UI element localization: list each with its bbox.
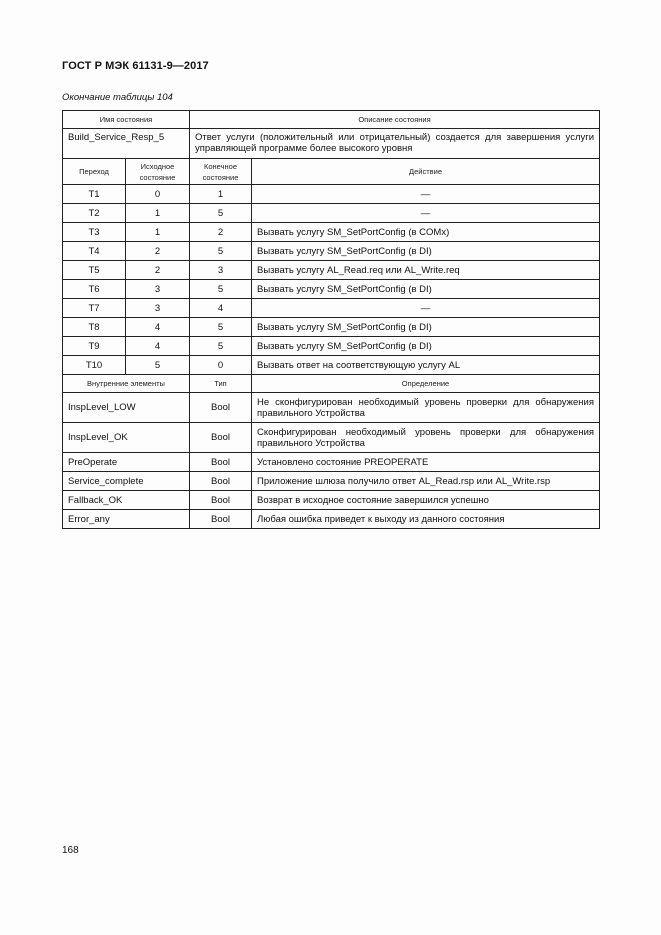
internal-element-definition: Возврат в исходное состояние завершился успешно [252, 491, 600, 510]
target-state-header: Конечное состояние [190, 159, 252, 185]
internal-element-definition: Установлено состояние PREOPERATE [252, 453, 600, 472]
action: — [252, 299, 600, 318]
table-row [63, 261, 600, 280]
state-row [63, 129, 600, 159]
target-state: 5 [190, 242, 252, 261]
source-state: 3 [126, 299, 190, 318]
target-state: 5 [190, 318, 252, 337]
source-state: 2 [126, 261, 190, 280]
source-state: 4 [126, 337, 190, 356]
table-row [63, 242, 600, 261]
transition-id: T5 [63, 261, 126, 280]
table-row [63, 223, 600, 242]
transitions-header-row [63, 159, 600, 185]
source-state: 0 [126, 185, 190, 204]
table-row [63, 472, 600, 491]
table-row [63, 453, 600, 472]
target-state: 0 [190, 356, 252, 375]
table-row [63, 280, 600, 299]
table-row [63, 318, 600, 337]
transition-id: T3 [63, 223, 126, 242]
action: Вызвать услугу SM_SetPortConfig (в DI) [252, 318, 600, 337]
table-row [63, 393, 600, 423]
action: Вызвать услугу SM_SetPortConfig (в DI) [252, 242, 600, 261]
state-name-header: Имя состояния [63, 111, 190, 129]
state-name: Build_Service_Resp_5 [63, 129, 190, 159]
definition-header: Определение [252, 375, 600, 393]
transition-id: T6 [63, 280, 126, 299]
action: Вызвать услугу AL_Read.req или AL_Write.req [252, 261, 600, 280]
internal-element-definition: Не сконфигурирован необходимый уровень проверки для обнаружения правильного Устройства [252, 393, 600, 423]
table-row [63, 185, 600, 204]
target-state: 5 [190, 204, 252, 223]
internal-element-name: PreOperate [63, 453, 190, 472]
target-state: 1 [190, 185, 252, 204]
internal-element-name: Service_complete [63, 472, 190, 491]
state-description-header: Описание состояния [190, 111, 600, 129]
table-row [63, 204, 600, 223]
internal-element-header: Внутренние элементы [63, 375, 190, 393]
internal-element-type: Bool [190, 423, 252, 453]
page-number: 168 [62, 845, 79, 856]
transition-id: T8 [63, 318, 126, 337]
source-state: 2 [126, 242, 190, 261]
internal-element-definition: Приложение шлюза получило ответ AL_Read.rsp или AL_Write.rsp [252, 472, 600, 491]
transition-id: T10 [63, 356, 126, 375]
table-row [63, 423, 600, 453]
internal-element-type: Bool [190, 393, 252, 423]
internals-header-row [63, 375, 600, 393]
internal-element-type: Bool [190, 491, 252, 510]
transition-id: T2 [63, 204, 126, 223]
target-state: 2 [190, 223, 252, 242]
internal-element-name: InspLevel_OK [63, 423, 190, 453]
action: Вызвать услугу SM_SetPortConfig (в COMx) [252, 223, 600, 242]
internal-element-definition: Сконфигурирован необходимый уровень проверки для обнаружения правильного Устройства [252, 423, 600, 453]
transition-header: Переход [63, 159, 126, 185]
internal-element-type: Bool [190, 453, 252, 472]
document-header: ГОСТ Р МЭК 61131-9—2017 [62, 60, 209, 72]
source-state: 1 [126, 204, 190, 223]
source-state: 5 [126, 356, 190, 375]
table-row [63, 356, 600, 375]
table-row [63, 299, 600, 318]
internal-element-definition: Любая ошибка приведет к выходу из данного состояния [252, 510, 600, 529]
target-state: 5 [190, 337, 252, 356]
table-row [63, 491, 600, 510]
internal-element-name: InspLevel_LOW [63, 393, 190, 423]
source-state: 3 [126, 280, 190, 299]
internal-element-name: Error_any [63, 510, 190, 529]
table-caption: Окончание таблицы 104 [62, 92, 173, 103]
target-state: 3 [190, 261, 252, 280]
transition-id: T1 [63, 185, 126, 204]
state-header-row [63, 111, 600, 129]
action: Вызвать ответ на соответствующую услугу AL [252, 356, 600, 375]
action-header: Действие [252, 159, 600, 185]
table-row [63, 337, 600, 356]
table-row [63, 510, 600, 529]
transition-id: T9 [63, 337, 126, 356]
source-state: 1 [126, 223, 190, 242]
transition-id: T7 [63, 299, 126, 318]
state-description: Ответ услуги (положительный или отрицательный) создается для завершения услуги управляющей программе более высокого уровня [190, 129, 600, 159]
target-state: 4 [190, 299, 252, 318]
action: Вызвать услугу SM_SetPortConfig (в DI) [252, 280, 600, 299]
source-state: 4 [126, 318, 190, 337]
internal-element-type: Bool [190, 472, 252, 491]
transition-id: T4 [63, 242, 126, 261]
action: — [252, 185, 600, 204]
source-state-header: Исходное состояние [126, 159, 190, 185]
action: Вызвать услугу SM_SetPortConfig (в DI) [252, 337, 600, 356]
target-state: 5 [190, 280, 252, 299]
action: — [252, 204, 600, 223]
internal-element-type: Bool [190, 510, 252, 529]
internal-element-name: Fallback_OK [63, 491, 190, 510]
type-header: Тип [190, 375, 252, 393]
state-table [62, 110, 600, 529]
